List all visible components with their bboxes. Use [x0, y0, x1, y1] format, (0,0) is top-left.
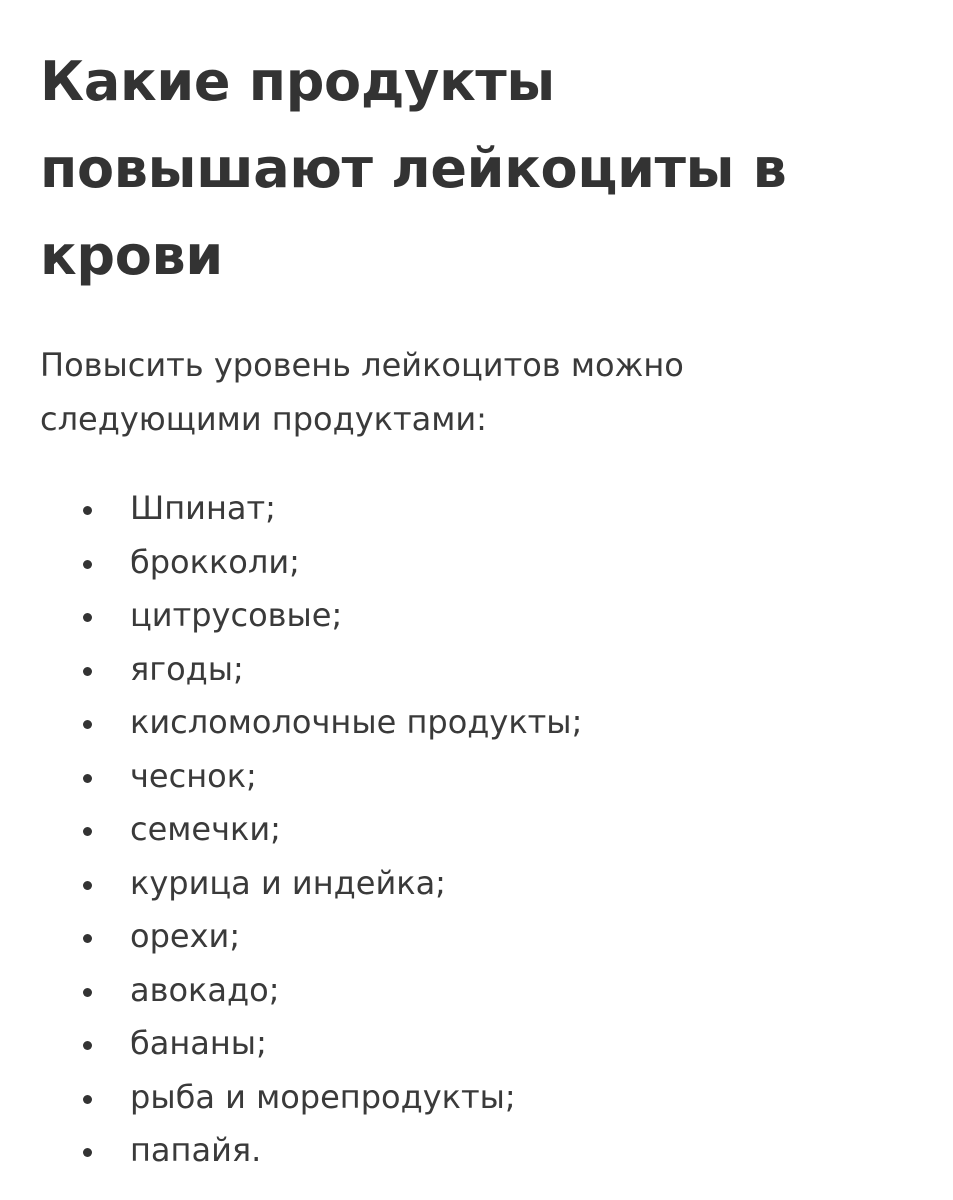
list-item	[40, 964, 920, 1018]
article-title: Какие продукты повышают лейкоциты в крови	[40, 50, 787, 287]
list-item	[40, 643, 920, 697]
list-item-text: брокколи;	[130, 542, 300, 581]
bullet-icon	[83, 613, 92, 622]
list-item-text: папайя.	[130, 1131, 262, 1169]
list-item-text: чеснок;	[130, 756, 257, 795]
bullet-icon	[83, 1041, 92, 1050]
list-item-text: орехи;	[130, 917, 241, 955]
bullet-icon	[83, 827, 92, 836]
list-item	[40, 857, 920, 911]
list-item-text: курица и индейка;	[130, 863, 446, 902]
product-list	[40, 482, 920, 1178]
bullet-icon	[83, 1095, 92, 1104]
list-item-text: Шпинат;	[130, 489, 276, 527]
bullet-icon	[83, 506, 92, 515]
list-item	[40, 1071, 920, 1125]
list-item-text: семечки;	[130, 810, 281, 848]
list-item	[40, 1124, 920, 1178]
list-item-text: рыба и морепродукты;	[130, 1077, 516, 1116]
bullet-icon	[83, 667, 92, 676]
list-item	[40, 1017, 920, 1071]
bullet-icon	[83, 720, 92, 729]
list-item-text: бананы;	[130, 1024, 267, 1062]
list-item-text: ягоды;	[130, 649, 244, 688]
bullet-icon	[83, 560, 92, 569]
bullet-icon	[83, 881, 92, 890]
article-intro: Повысить уровень лейкоцитов можно следующими продуктами:	[40, 346, 684, 438]
list-item-text: авокадо;	[130, 970, 280, 1009]
list-item	[40, 696, 920, 750]
list-item-text: цитрусовые;	[130, 596, 343, 634]
list-item	[40, 910, 920, 964]
bullet-icon	[83, 934, 92, 943]
list-item	[40, 803, 920, 857]
list-item	[40, 589, 920, 643]
bullet-icon	[83, 774, 92, 783]
article	[40, 38, 920, 1178]
list-item	[40, 482, 920, 536]
list-item	[40, 750, 920, 804]
list-item-text: кисломолочные продукты;	[130, 703, 583, 741]
list-item	[40, 536, 920, 590]
bullet-icon	[83, 1148, 92, 1157]
bullet-icon	[83, 988, 92, 997]
